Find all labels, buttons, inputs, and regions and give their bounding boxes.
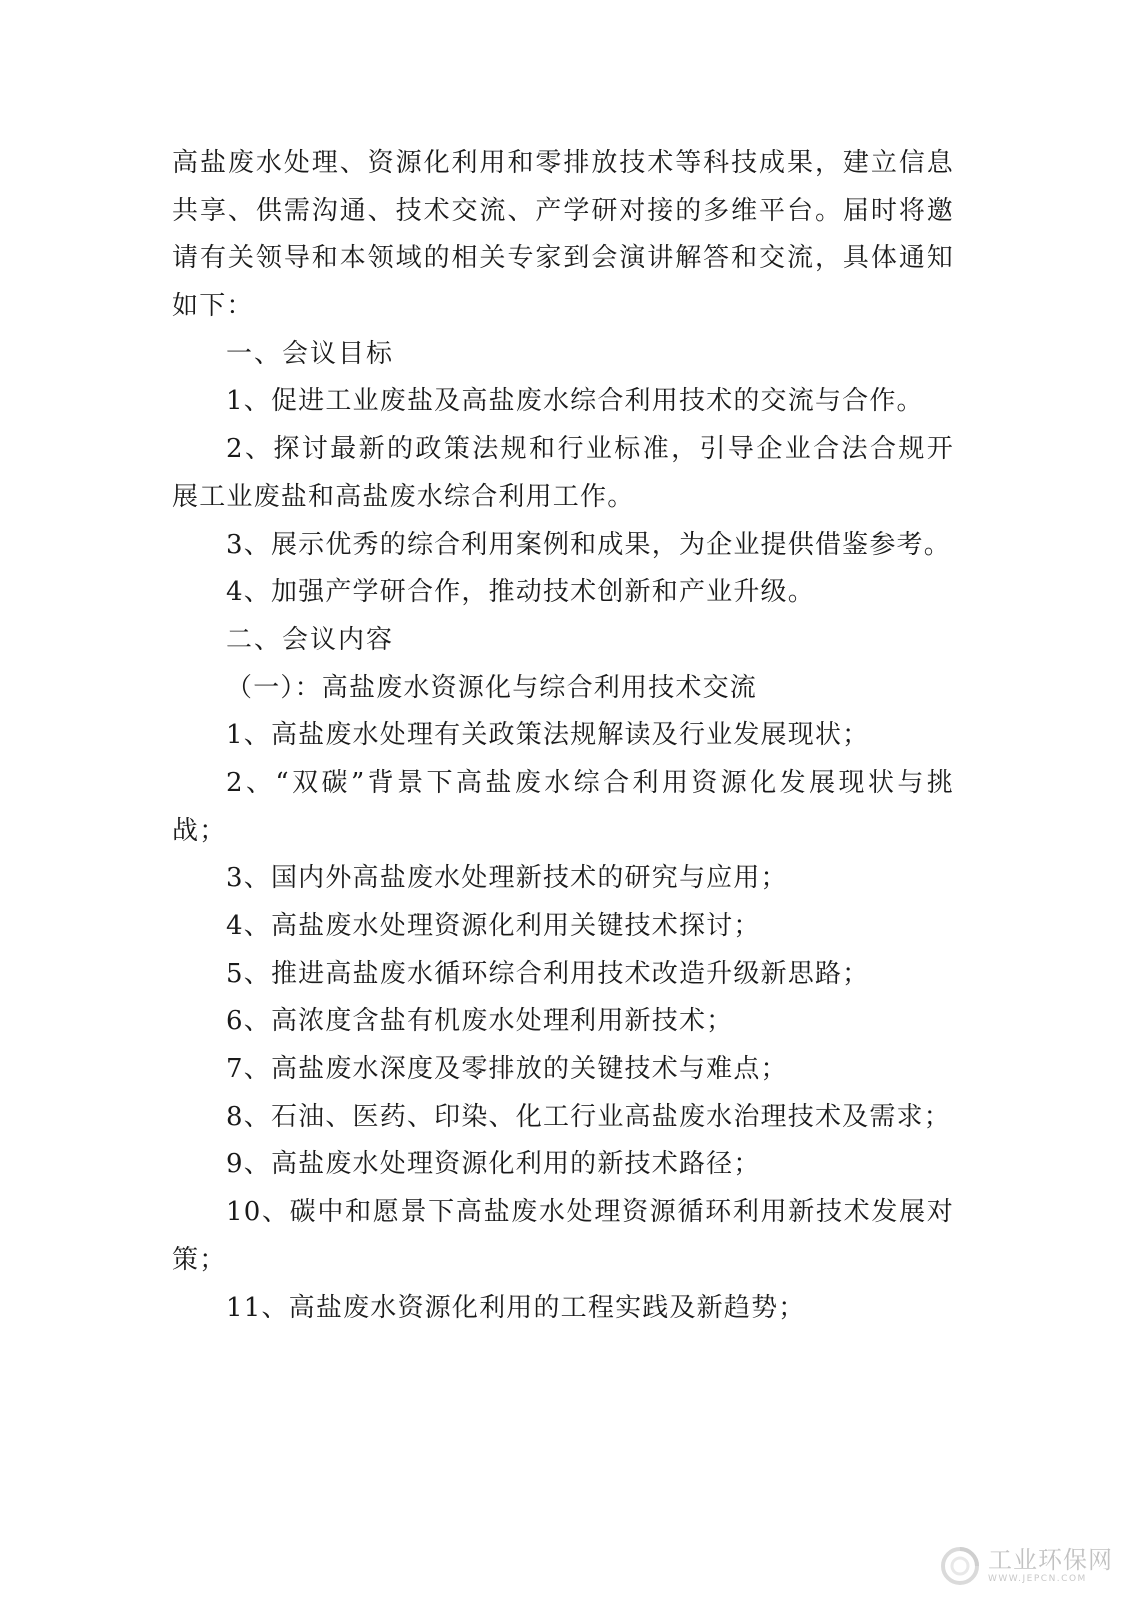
site-watermark	[940, 1546, 1113, 1586]
paragraph-line: 高盐废水处理、资源化利用和零排放技术等科技成果，建立信息	[172, 148, 954, 178]
paragraph-line: 共享、供需沟通、技术交流、产学研对接的多维平台。届时将邀	[172, 195, 954, 226]
content-item-continuation: 战；	[172, 815, 227, 846]
content-item: 10、碳中和愿景下高盐废水处理资源循环利用新技术发展对	[226, 1197, 954, 1228]
content-item: 8、石油、医药、印染、化工行业高盐废水治理技术及需求；	[226, 1101, 951, 1132]
goal-item: 2、探讨最新的政策法规和行业标准，引导企业合法合规开	[226, 434, 954, 465]
content-item-continuation: 策；	[172, 1244, 227, 1275]
document-body	[172, 140, 954, 1332]
content-item: 4、高盐废水处理资源化利用关键技术探讨；	[226, 911, 761, 941]
subsection-heading: （一）：高盐废水资源化与综合利用技术交流	[226, 672, 758, 703]
goal-item: 1、促进工业废盐及高盐废水综合利用技术的交流与合作。	[226, 386, 924, 417]
section-heading-goals: 一、会议目标	[226, 338, 395, 369]
content-item: 6、高浓度含盐有机废水处理利用新技术；	[226, 1006, 734, 1037]
content-item: 9、高盐废水处理资源化利用的新技术路径；	[226, 1149, 761, 1180]
paragraph-line: 如下：	[172, 291, 254, 322]
circle-logo-icon	[940, 1546, 980, 1586]
content-item: 5、推进高盐废水循环综合利用技术改造升级新思路；	[226, 958, 870, 989]
goal-item-continuation: 展工业废盐和高盐废水综合利用工作。	[172, 481, 635, 512]
watermark-text	[988, 1548, 1113, 1584]
goal-item: 4、加强产学研合作，推动技术创新和产业升级。	[226, 577, 815, 608]
watermark-url: WWW.JEPCN.COM	[988, 1574, 1087, 1584]
section-heading-content: 二、会议内容	[226, 624, 395, 655]
content-item: 7、高盐废水深度及零排放的关键技术与难点；	[226, 1054, 788, 1085]
content-item: 1、高盐废水处理有关政策法规解读及行业发展现状；	[226, 720, 870, 751]
goal-item: 3、展示优秀的综合利用案例和成果，为企业提供借鉴参考。	[226, 529, 951, 560]
content-item: 3、国内外高盐废水处理新技术的研究与应用；	[226, 863, 788, 894]
content-item: 2、“双碳”背景下高盐废水综合利用资源化发展现状与挑	[226, 767, 954, 798]
watermark-name: 工业环保网	[988, 1546, 1113, 1574]
paragraph-line: 请有关领导和本领域的相关专家到会演讲解答和交流，具体通知	[172, 243, 954, 274]
content-item: 11、高盐废水资源化利用的工程实践及新趋势；	[226, 1292, 806, 1323]
